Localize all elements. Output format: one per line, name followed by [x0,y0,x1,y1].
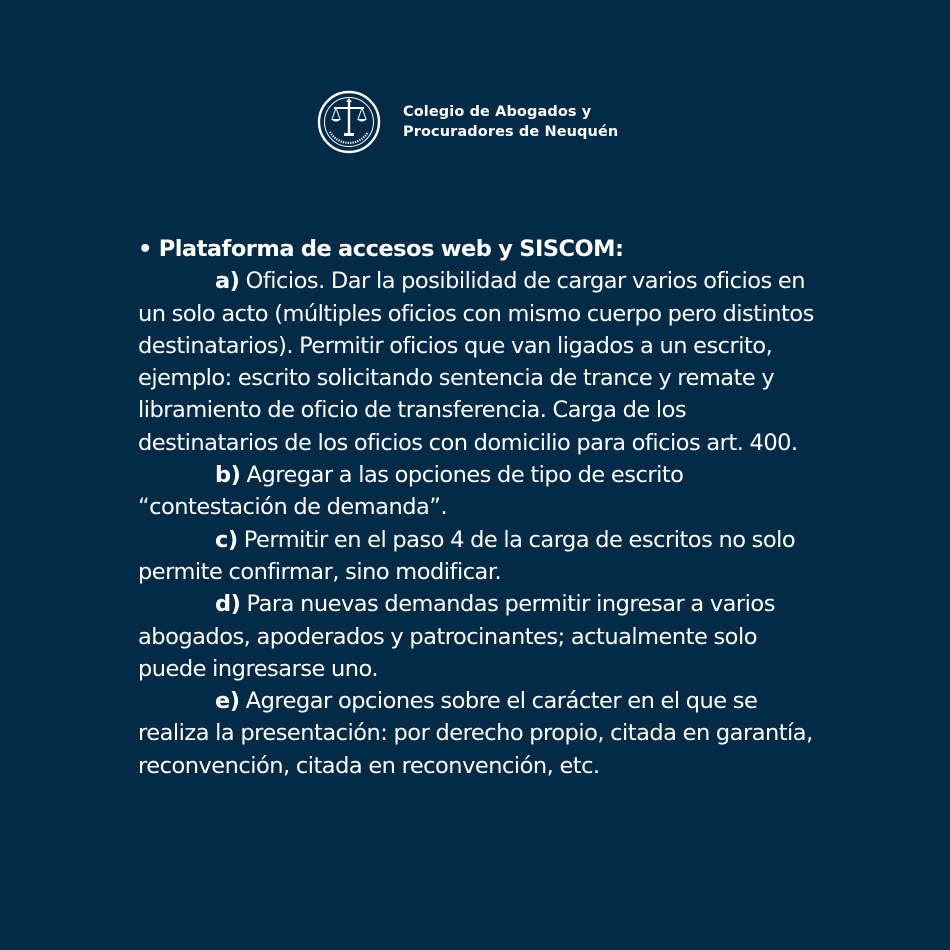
item-letter: d) [215,591,241,618]
item-letter: e) [215,688,240,715]
section-heading [138,233,818,265]
section-title: Plataforma de accesos web y SISCOM: [158,236,624,262]
header [317,90,618,154]
list-item [138,459,818,524]
item-text: Agregar a las opciones de tipo de escrito “contestación de demanda”. [138,462,684,521]
section [138,233,818,782]
bullet: • [138,236,152,262]
item-letter: b) [215,462,241,489]
item-text: Permitir en el paso 4 de la carga de escritos no solo permite confirmar, sino modificar. [138,526,796,585]
list-item [138,588,818,685]
scales-of-justice-icon [317,90,381,154]
item-text: Agregar opciones sobre el carácter en el que se realiza la presentación: por derecho propio, citada en garantía, reconvención, citada en reconvención, etc. [138,688,813,779]
item-letter: a) [215,268,240,295]
org-name [403,102,618,142]
list-item [138,265,818,459]
list-item [138,685,818,782]
item-text: Para nuevas demandas permitir ingresar a varios abogados, apoderados y patrocinantes; actualmente solo puede ingresarse uno. [138,591,775,682]
item-letter: c) [215,526,238,553]
org-name-line2: Procuradores de Neuquén [403,124,619,140]
list-item [138,524,818,589]
org-name-line1: Colegio de Abogados y [403,104,592,120]
item-text: Oficios. Dar la posibilidad de cargar varios oficios en un solo acto (múltiples oficios con mismo cuerpo pero distintos destinatarios). Permitir oficios que van ligados a un escrito, ejemplo: escrito solicitando sentencia de trance y remate y libramiento de oficio de transferencia. Carga de los destinatarios de los oficios con domicilio para oficios art. 400. [138,268,814,456]
